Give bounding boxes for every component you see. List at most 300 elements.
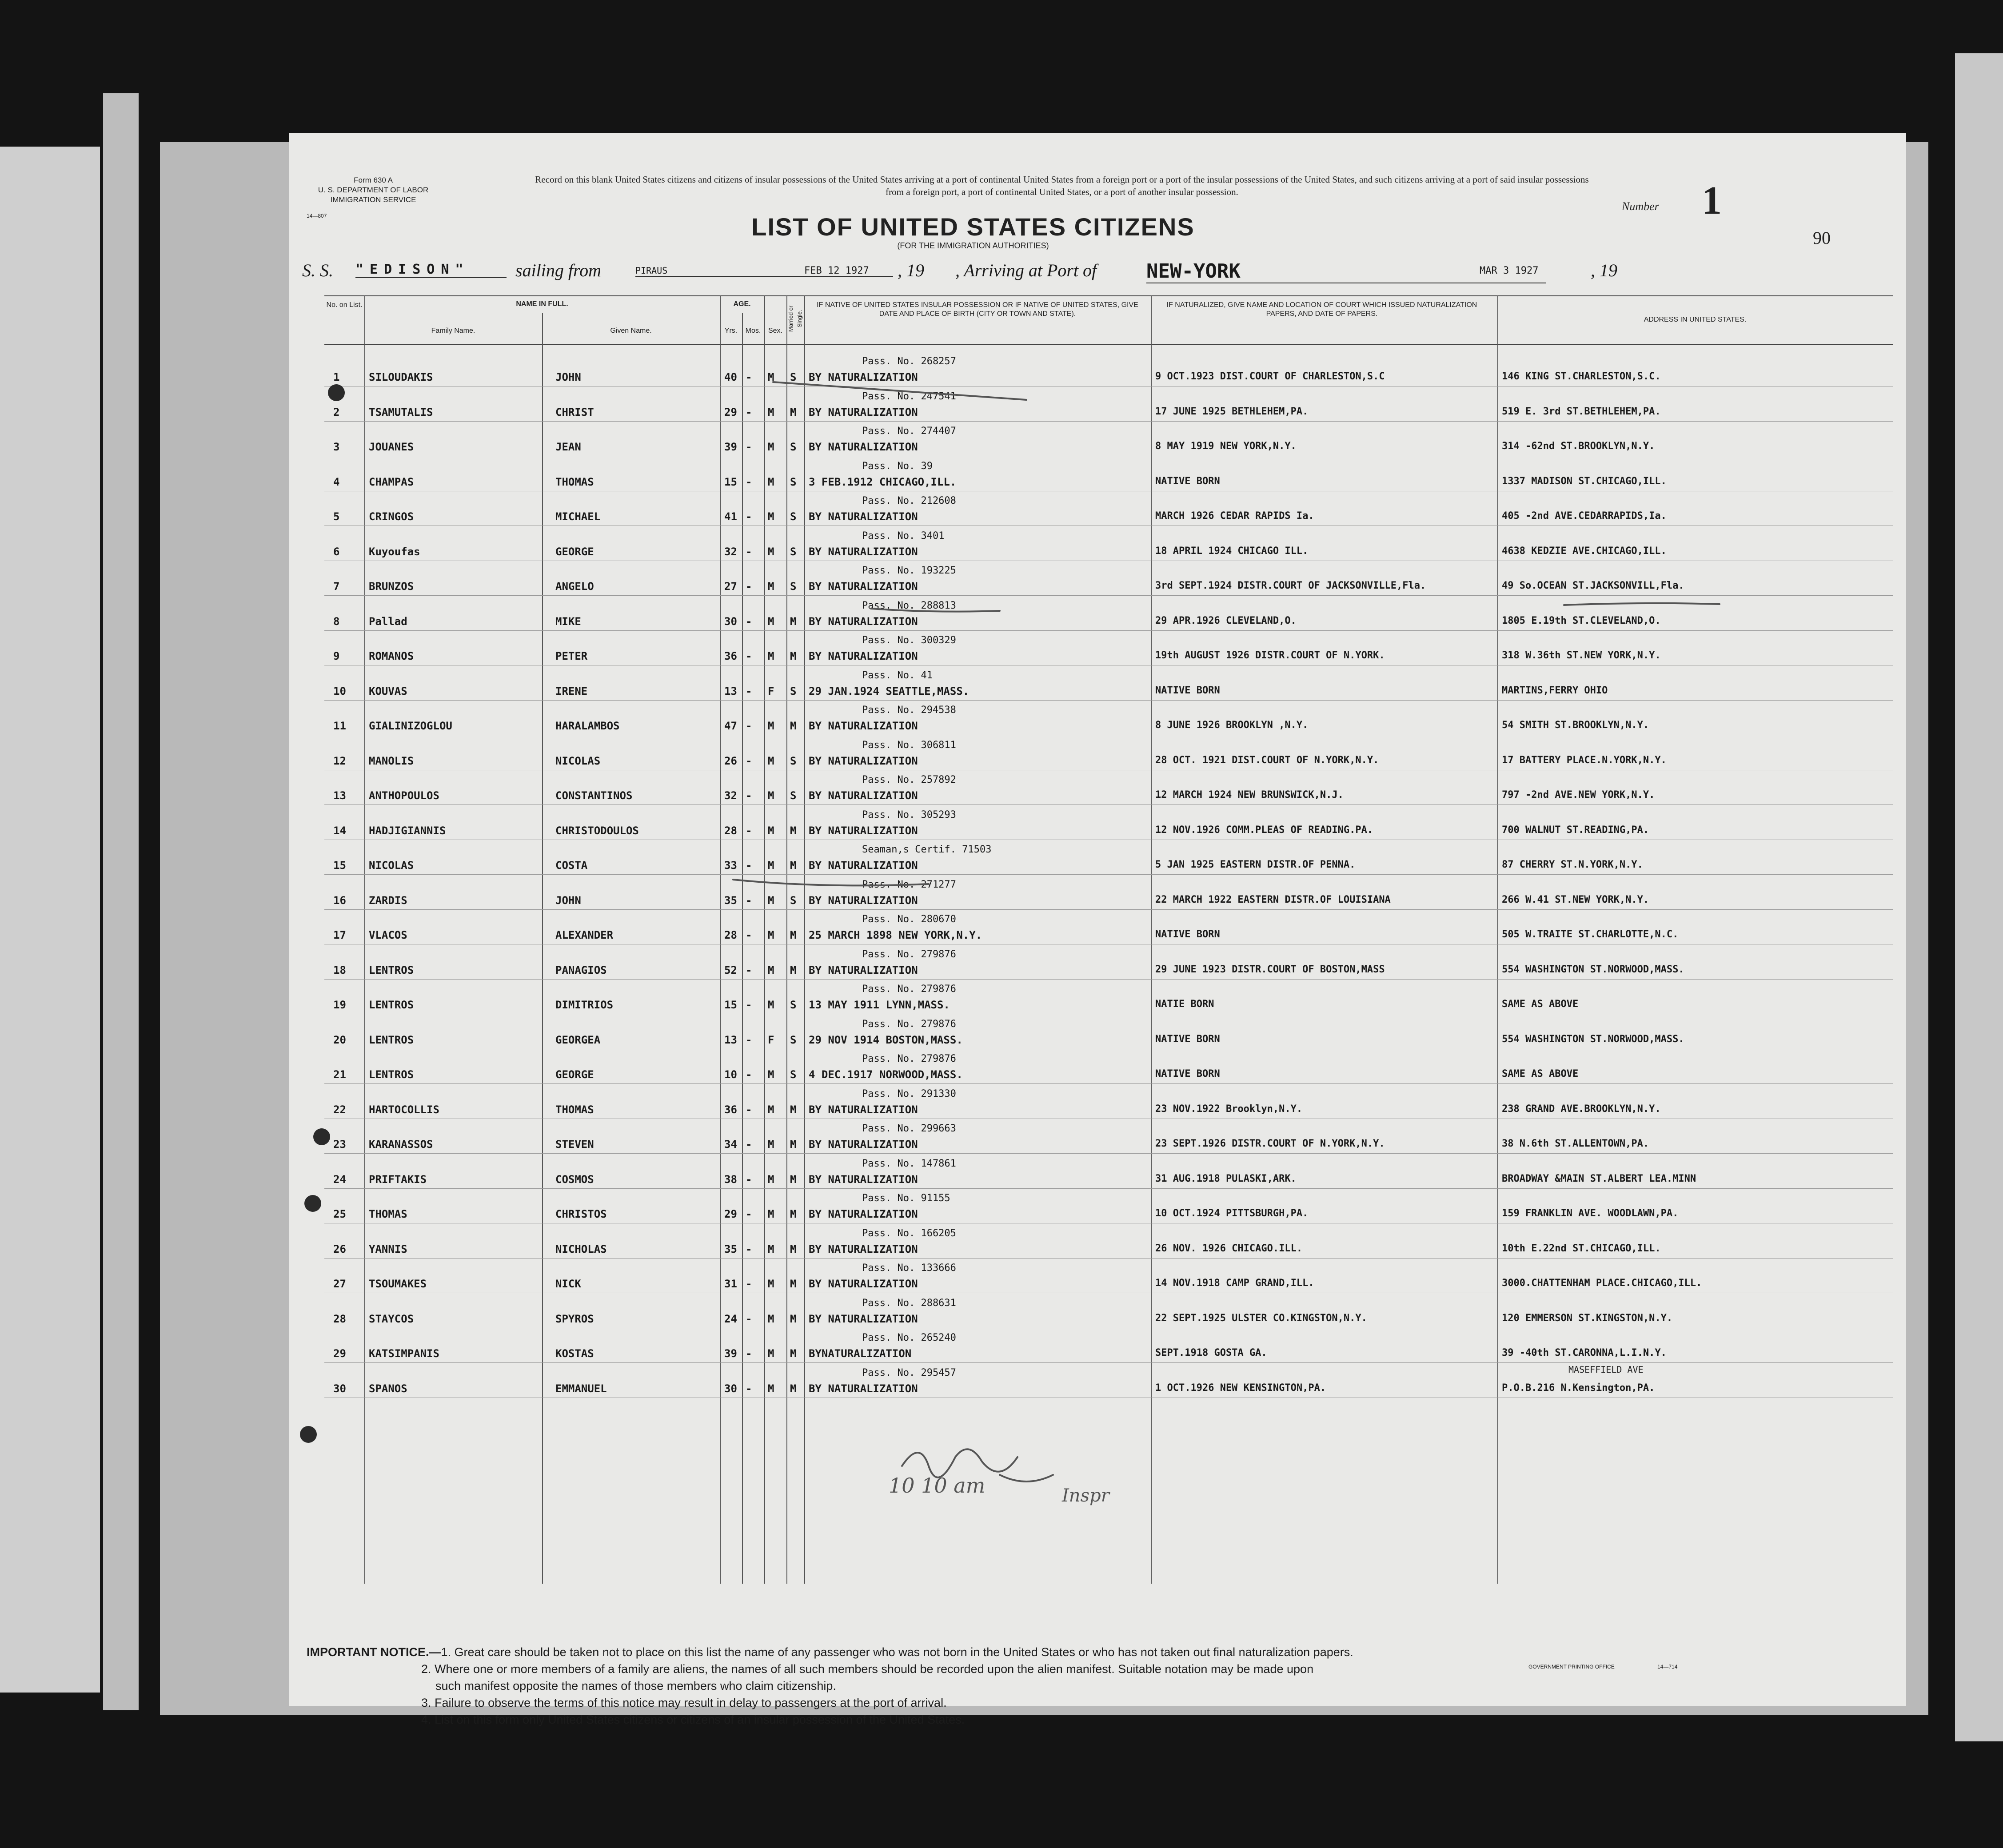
handwritten-note [1564, 603, 1720, 605]
us-address: 797 -2nd AVE.NEW YORK,N.Y. [1502, 789, 1655, 801]
handwritten-annotations [289, 133, 1906, 1706]
months-dash: - [746, 1138, 752, 1151]
col-address: ADDRESS IN UNITED STATES. [1644, 316, 1747, 323]
marital-status: S [790, 1068, 797, 1081]
passport-number: Pass. No. 288631 [862, 1297, 956, 1309]
us-address: 405 -2nd AVE.CEDARRAPIDS,Ia. [1502, 510, 1667, 522]
given-name: JEAN [555, 441, 581, 453]
given-name: GEORGE [555, 545, 594, 558]
sex: M [768, 1382, 774, 1395]
naturalization-court: 22 SEPT.1925 ULSTER CO.KINGSTON,N.Y. [1155, 1312, 1367, 1324]
birth-or-naturalization: BY NATURALIZATION [809, 371, 918, 383]
months-dash: - [746, 580, 752, 593]
row-number: 30 [333, 1382, 346, 1395]
naturalization-court: 12 NOV.1926 COMM.PLEAS OF READING.PA. [1155, 824, 1373, 836]
months-dash: - [746, 999, 752, 1011]
us-address: 54 SMITH ST.BROOKLYN,N.Y. [1502, 720, 1649, 731]
us-address: 318 W.36th ST.NEW YORK,N.Y. [1502, 650, 1661, 661]
row-number: 3 [333, 441, 340, 453]
passport-number: Pass. No. 279876 [862, 1053, 956, 1064]
given-name: IRENE [555, 685, 588, 697]
naturalization-court: NATIVE BORN [1155, 475, 1220, 487]
months-dash: - [746, 650, 752, 662]
age-years: 33 [724, 859, 737, 872]
passport-number: Pass. No. 299663 [862, 1123, 956, 1134]
age-years: 38 [724, 1173, 737, 1186]
months-dash: - [746, 1208, 752, 1220]
handwritten-note [773, 382, 1026, 400]
family-name: KOUVAS [369, 685, 407, 697]
handwritten-note [871, 609, 1000, 612]
arriving-label: , Arriving at Port of [955, 260, 1097, 280]
given-name: CHRISTOS [555, 1208, 607, 1220]
marital-status: S [790, 475, 797, 488]
passport-number: Pass. No. 280670 [862, 914, 956, 925]
arrival-date: MAR 3 1927 [1480, 265, 1539, 276]
marital-status: S [790, 789, 797, 802]
row-number: 5 [333, 510, 340, 523]
family-name: Pallad [369, 615, 407, 628]
us-address: 1805 E.19th ST.CLEVELAND,O. [1502, 615, 1661, 626]
row-number: 13 [333, 789, 346, 802]
months-dash: - [746, 1312, 752, 1325]
given-name: SPYROS [555, 1312, 594, 1325]
months-dash: - [746, 824, 752, 837]
family-name: SPANOS [369, 1382, 407, 1395]
naturalization-court: 28 OCT. 1921 DIST.COURT OF N.YORK,N.Y. [1155, 754, 1379, 766]
manifest-page [289, 133, 1906, 1726]
us-address: 87 CHERRY ST.N.YORK,N.Y. [1502, 859, 1643, 870]
marital-status: M [790, 964, 797, 976]
naturalization-court: 18 APRIL 1924 CHICAGO ILL. [1155, 545, 1309, 557]
months-dash: - [746, 615, 752, 628]
notice-item: 3. Failure to observe the terms of this notice may result in delay to passengers at the port of arrival. [421, 1696, 947, 1709]
age-years: 36 [724, 650, 737, 662]
given-name: PANAGIOS [555, 964, 607, 976]
marital-status: S [790, 545, 797, 558]
family-name: CHAMPAS [369, 475, 414, 488]
months-dash: - [746, 964, 752, 976]
birth-or-naturalization: BY NATURALIZATION [809, 545, 918, 558]
binding-hole [304, 1195, 321, 1212]
age-years: 27 [724, 580, 737, 593]
list-number: 1 [1702, 179, 1722, 223]
sex: M [768, 1173, 774, 1186]
naturalization-court: 26 NOV. 1926 CHICAGO.ILL. [1155, 1243, 1303, 1254]
age-years: 15 [724, 475, 737, 488]
passport-number: Pass. No. 212608 [862, 495, 956, 506]
birth-or-naturalization: 4 DEC.1917 NORWOOD,MASS. [809, 1068, 963, 1081]
form-number: Form 630 A [354, 176, 393, 184]
family-name: PRIFTAKIS [369, 1173, 427, 1186]
family-name: LENTROS [369, 964, 414, 976]
marital-status: M [790, 859, 797, 872]
birth-or-naturalization: BY NATURALIZATION [809, 964, 918, 976]
family-name: STAYCOS [369, 1312, 414, 1325]
us-address: 519 E. 3rd ST.BETHLEHEM,PA. [1502, 406, 1661, 417]
months-dash: - [746, 685, 752, 697]
row-number: 24 [333, 1173, 346, 1186]
inspector-time: 10 10 am [889, 1474, 986, 1498]
marital-status: M [790, 1208, 797, 1220]
sex: M [768, 441, 774, 453]
passport-number: Pass. No. 271277 [862, 879, 956, 890]
col-family-name: Family Name. [431, 327, 475, 335]
naturalization-court: 5 JAN 1925 EASTERN DISTR.OF PENNA. [1155, 859, 1356, 870]
marital-status: M [790, 824, 797, 837]
marital-status: M [790, 650, 797, 662]
year-suffix-1: , 19 [898, 260, 924, 280]
row-number: 1 [333, 371, 340, 383]
adjacent-page-left [0, 147, 100, 1693]
birth-or-naturalization: BY NATURALIZATION [809, 1103, 918, 1116]
months-dash: - [746, 475, 752, 488]
year-suffix-2: , 19 [1591, 260, 1617, 280]
page-subtitle: (FOR THE IMMIGRATION AUTHORITIES) [897, 241, 1049, 250]
months-dash: - [746, 1103, 752, 1116]
naturalization-court: 1 OCT.1926 NEW KENSINGTON,PA. [1155, 1382, 1326, 1394]
marital-status: M [790, 615, 797, 628]
given-name: DIMITRIOS [555, 999, 614, 1011]
row-number: 18 [333, 964, 346, 976]
birth-or-naturalization: BY NATURALIZATION [809, 894, 918, 907]
printer-imprint: GOVERNMENT PRINTING OFFICE [1528, 1664, 1615, 1670]
passport-number: Pass. No. 279876 [862, 1018, 956, 1030]
row-number: 6 [333, 545, 340, 558]
inspector-signature [1000, 1475, 1053, 1482]
row-number: 28 [333, 1312, 346, 1325]
marital-status: M [790, 1103, 797, 1116]
us-address: 266 W.41 ST.NEW YORK,N.Y. [1502, 894, 1649, 905]
birth-or-naturalization: BY NATURALIZATION [809, 824, 918, 837]
naturalization-court: 22 MARCH 1922 EASTERN DISTR.OF LOUISIANA [1155, 894, 1391, 905]
age-years: 30 [724, 615, 737, 628]
given-name: STEVEN [555, 1138, 594, 1151]
ss-label: S. S. [302, 260, 333, 280]
passport-number: Pass. No. 147861 [862, 1158, 956, 1169]
naturalization-court: 31 AUG.1918 PULASKI,ARK. [1155, 1173, 1297, 1184]
passport-number: Pass. No. 91155 [862, 1193, 950, 1204]
marital-status: M [790, 1312, 797, 1325]
row-number: 25 [333, 1208, 346, 1220]
col-sex: Sex. [768, 327, 782, 335]
sex: M [768, 371, 774, 383]
us-address: 17 BATTERY PLACE.N.YORK,N.Y. [1502, 754, 1667, 766]
naturalization-court: NATIVE BORN [1155, 685, 1220, 696]
us-address: 554 WASHINGTON ST.NORWOOD,MASS. [1502, 1033, 1684, 1045]
age-years: 47 [724, 720, 737, 732]
given-name: CHRIST [555, 406, 594, 418]
age-years: 29 [724, 406, 737, 418]
col-age: AGE. [733, 300, 751, 308]
naturalization-court: 17 JUNE 1925 BETHLEHEM,PA. [1155, 406, 1309, 417]
age-years: 28 [724, 929, 737, 941]
page-number: 90 [1813, 228, 1831, 248]
age-years: 34 [724, 1138, 737, 1151]
sex: M [768, 1312, 774, 1325]
sex: M [768, 999, 774, 1011]
naturalization-court: 9 OCT.1923 DIST.COURT OF CHARLESTON,S.C [1155, 371, 1385, 382]
notice-item: such manifest opposite the names of those members who claim citizenship. [435, 1679, 836, 1693]
us-address: 39 -40th ST.CARONNA,L.I.N.Y. [1502, 1347, 1667, 1358]
service-name: IMMIGRATION SERVICE [330, 195, 416, 204]
sex: M [768, 650, 774, 662]
birth-or-naturalization: BY NATURALIZATION [809, 1243, 918, 1255]
row-number: 19 [333, 999, 346, 1011]
row-number: 17 [333, 929, 346, 941]
family-name: THOMAS [369, 1208, 407, 1220]
marital-status: S [790, 510, 797, 523]
binding-hole [328, 384, 345, 401]
sex: M [768, 720, 774, 732]
birth-or-naturalization: 29 NOV 1914 BOSTON,MASS. [809, 1033, 963, 1046]
naturalization-court: NATIVE BORN [1155, 1068, 1220, 1079]
months-dash: - [746, 754, 752, 767]
port-to: NEW-YORK [1146, 260, 1546, 283]
months-dash: - [746, 1278, 752, 1290]
col-no-on-list: No. on List. [326, 301, 363, 309]
passport-number: Pass. No. 305293 [862, 809, 956, 820]
passport-number: Pass. No. 279876 [862, 984, 956, 995]
form-code: 14—807 [307, 213, 327, 219]
months-dash: - [746, 1068, 752, 1081]
months-dash: - [746, 1382, 752, 1395]
binding-hole [300, 1426, 317, 1443]
row-number: 29 [333, 1347, 346, 1360]
birth-or-naturalization: BY NATURALIZATION [809, 580, 918, 593]
given-name: GEORGE [555, 1068, 594, 1081]
family-name: TSOUMAKES [369, 1278, 427, 1290]
naturalization-court: NATIVE BORN [1155, 1033, 1220, 1045]
birth-or-naturalization: BYNATURALIZATION [809, 1347, 912, 1360]
sex: M [768, 894, 774, 907]
given-name: CHRISTODOULOS [555, 824, 639, 837]
family-name: MANOLIS [369, 754, 414, 767]
sex: M [768, 1347, 774, 1360]
age-years: 24 [724, 1312, 737, 1325]
sex: M [768, 824, 774, 837]
birth-or-naturalization: BY NATURALIZATION [809, 1278, 918, 1290]
age-years: 26 [724, 754, 737, 767]
given-name: NICK [555, 1278, 581, 1290]
us-address: 3000.CHATTENHAM PLACE.CHICAGO,ILL. [1502, 1278, 1702, 1289]
birth-or-naturalization: BY NATURALIZATION [809, 510, 918, 523]
passport-number: Pass. No. 247541 [862, 390, 956, 402]
age-years: 31 [724, 1278, 737, 1290]
passport-number: Pass. No. 306811 [862, 739, 956, 751]
given-name: JOHN [555, 371, 581, 383]
passport-number: Pass. No. 41 [862, 669, 933, 681]
months-dash: - [746, 406, 752, 418]
age-years: 13 [724, 685, 737, 697]
naturalization-court: 19th AUGUST 1926 DISTR.COURT OF N.YORK. [1155, 650, 1385, 661]
marital-status: S [790, 580, 797, 593]
handwritten-note [733, 880, 929, 885]
birth-or-naturalization: BY NATURALIZATION [809, 789, 918, 802]
months-dash: - [746, 789, 752, 802]
us-address: 314 -62nd ST.BROOKLYN,N.Y. [1502, 441, 1655, 452]
passport-number: Pass. No. 279876 [862, 948, 956, 960]
sex: M [768, 964, 774, 976]
notice-item: 2. Where one or more members of a family are aliens, the names of all such members should be recorded upon the alien manifest. Suitable notation may be made upon [421, 1662, 1314, 1676]
birth-or-naturalization: 13 MAY 1911 LYNN,MASS. [809, 999, 950, 1011]
marital-status: M [790, 1243, 797, 1255]
birth-or-naturalization: BY NATURALIZATION [809, 1138, 918, 1151]
marital-status: S [790, 894, 797, 907]
age-years: 30 [724, 1382, 737, 1395]
passport-number: Pass. No. 294538 [862, 705, 956, 716]
passport-number: Pass. No. 265240 [862, 1332, 956, 1343]
us-address: 4638 KEDZIE AVE.CHICAGO,ILL. [1502, 545, 1667, 557]
row-number: 22 [333, 1103, 346, 1116]
col-naturalized: IF NATURALIZED, GIVE NAME AND LOCATION OF COURT WHICH ISSUED NATURALIZATION PAPERS, AND DATE OF PAPERS. [1166, 301, 1477, 318]
months-dash: - [746, 1347, 752, 1360]
birth-or-naturalization: BY NATURALIZATION [809, 650, 918, 662]
us-address: 120 EMMERSON ST.KINGSTON,N.Y. [1502, 1312, 1673, 1324]
months-dash: - [746, 929, 752, 941]
row-number: 10 [333, 685, 346, 697]
given-name: ALEXANDER [555, 929, 614, 941]
family-name: KARANASSOS [369, 1138, 433, 1151]
age-years: 40 [724, 371, 737, 383]
naturalization-court: 29 JUNE 1923 DISTR.COURT OF BOSTON,MASS [1155, 964, 1385, 975]
age-years: 35 [724, 894, 737, 907]
address-annotation: MASEFFIELD AVE [1568, 1364, 1644, 1375]
row-number: 23 [333, 1138, 346, 1151]
inspector-title: Inspr [1062, 1486, 1109, 1506]
naturalization-court: 23 SEPT.1926 DISTR.COURT OF N.YORK,N.Y. [1155, 1138, 1385, 1149]
notice-text: 1. Great care should be taken not to place on this list the name of any passenger who was not born in the United States or who has not taken out final naturalization papers. [441, 1645, 1353, 1659]
row-number: 21 [333, 1068, 346, 1081]
given-name: PETER [555, 650, 588, 662]
naturalization-court: NATIVE BORN [1155, 929, 1220, 940]
family-name: KATSIMPANIS [369, 1347, 439, 1360]
sail-date: FEB 12 1927 [804, 265, 869, 276]
naturalization-court: 10 OCT.1924 PITTSBURGH,PA. [1155, 1208, 1309, 1219]
marital-status: S [790, 1033, 797, 1046]
row-number: 12 [333, 754, 346, 767]
family-name: SILOUDAKIS [369, 371, 433, 383]
sex: M [768, 929, 774, 941]
sex: M [768, 1103, 774, 1116]
naturalization-court: MARCH 1926 CEDAR RAPIDS Ia. [1155, 510, 1314, 522]
birth-or-naturalization: BY NATURALIZATION [809, 1208, 918, 1220]
age-years: 32 [724, 789, 737, 802]
us-address: 505 W.TRAITE ST.CHARLOTTE,N.C. [1502, 929, 1679, 940]
age-years: 32 [724, 545, 737, 558]
given-name: THOMAS [555, 475, 594, 488]
row-number: 16 [333, 894, 346, 907]
us-address: P.O.B.216 N.Kensington,PA. [1502, 1382, 1655, 1394]
sex: F [768, 685, 774, 697]
months-dash: - [746, 545, 752, 558]
family-name: GIALINIZOGLOU [369, 720, 452, 732]
age-years: 28 [724, 824, 737, 837]
adjacent-page-right [1955, 53, 2003, 1741]
family-name: ZARDIS [369, 894, 407, 907]
months-dash: - [746, 371, 752, 383]
us-address: 159 FRANKLIN AVE. WOODLAWN,PA. [1502, 1208, 1679, 1219]
birth-or-naturalization: BY NATURALIZATION [809, 406, 918, 418]
us-address: SAME AS ABOVE [1502, 999, 1579, 1010]
passport-number: Pass. No. 288813 [862, 600, 956, 611]
adjacent-page-edge [103, 93, 139, 1710]
given-name: EMMANUEL [555, 1382, 607, 1395]
instructions-text: Record on this blank United States citizens and citizens of insular possessions of the United States arriving at a port of continental United States from a foreign port or a port of the insular possessions of the United States, and such citizens arriving at a port of said insular possessions from a foreign port, a port of continental United States, or a port of another insular possession. [535, 174, 1589, 197]
family-name: HARTOCOLLIS [369, 1103, 439, 1116]
col-yrs: Yrs. [724, 327, 738, 335]
age-years: 36 [724, 1103, 737, 1116]
birth-or-naturalization: BY NATURALIZATION [809, 720, 918, 732]
page-title: LIST OF UNITED STATES CITIZENS [751, 213, 1195, 241]
us-address: 554 WASHINGTON ST.NORWOOD,MASS. [1502, 964, 1684, 975]
binding-hole [313, 1128, 330, 1145]
us-address: 146 KING ST.CHARLESTON,S.C. [1502, 371, 1661, 382]
family-name: LENTROS [369, 1068, 414, 1081]
sex: M [768, 754, 774, 767]
number-label: Number [1622, 200, 1659, 213]
marital-status: S [790, 999, 797, 1011]
naturalization-court: 8 JUNE 1926 BROOKLYN ,N.Y. [1155, 720, 1309, 731]
months-dash: - [746, 1173, 752, 1186]
col-given-name: Given Name. [610, 327, 652, 335]
marital-status: M [790, 1278, 797, 1290]
birth-or-naturalization: BY NATURALIZATION [809, 615, 918, 628]
passport-number: Pass. No. 166205 [862, 1227, 956, 1239]
passport-number: Pass. No. 274407 [862, 426, 956, 437]
given-name: MIKE [555, 615, 581, 628]
us-address: MARTINS,FERRY OHIO [1502, 685, 1608, 696]
age-years: 39 [724, 441, 737, 453]
marital-status: S [790, 371, 797, 383]
marital-status: S [790, 754, 797, 767]
naturalization-court: NATIE BORN [1155, 999, 1214, 1010]
passport-number: Pass. No. 268257 [862, 356, 956, 367]
sex: M [768, 1278, 774, 1290]
row-number: 14 [333, 824, 346, 837]
birth-or-naturalization: BY NATURALIZATION [809, 1173, 918, 1186]
us-address: 1337 MADISON ST.CHICAGO,ILL. [1502, 475, 1667, 487]
marital-status: M [790, 720, 797, 732]
given-name: THOMAS [555, 1103, 594, 1116]
printer-code: 14—714 [1657, 1664, 1678, 1670]
naturalization-court: SEPT.1918 GOSTA GA. [1155, 1347, 1267, 1358]
age-years: 35 [724, 1243, 737, 1255]
col-married-single: Married or Single. [787, 305, 803, 332]
given-name: ANGELO [555, 580, 594, 593]
birth-or-naturalization: BY NATURALIZATION [809, 1382, 918, 1395]
passport-number: Pass. No. 291330 [862, 1088, 956, 1099]
notice-item: 4. List on this form only United States citizens or citizens of an insular possession of the United States. [421, 1713, 965, 1726]
months-dash: - [746, 1243, 752, 1255]
naturalization-court: 3rd SEPT.1924 DISTR.COURT OF JACKSONVILLE,Fla. [1155, 580, 1426, 591]
us-address: 238 GRAND AVE.BROOKLYN,N.Y. [1502, 1103, 1661, 1115]
family-name: VLACOS [369, 929, 407, 941]
us-address: 38 N.6th ST.ALLENTOWN,PA. [1502, 1138, 1649, 1149]
family-name: Kuyoufas [369, 545, 420, 558]
marital-status: M [790, 929, 797, 941]
months-dash: - [746, 859, 752, 872]
family-name: ANTHOPOULOS [369, 789, 439, 802]
sex: M [768, 1068, 774, 1081]
birth-or-naturalization: BY NATURALIZATION [809, 1312, 918, 1325]
us-address: 700 WALNUT ST.READING,PA. [1502, 824, 1649, 836]
sex: M [768, 475, 774, 488]
row-number: 11 [333, 720, 346, 732]
marital-status: S [790, 685, 797, 697]
marital-status: M [790, 1347, 797, 1360]
given-name: MICHAEL [555, 510, 601, 523]
